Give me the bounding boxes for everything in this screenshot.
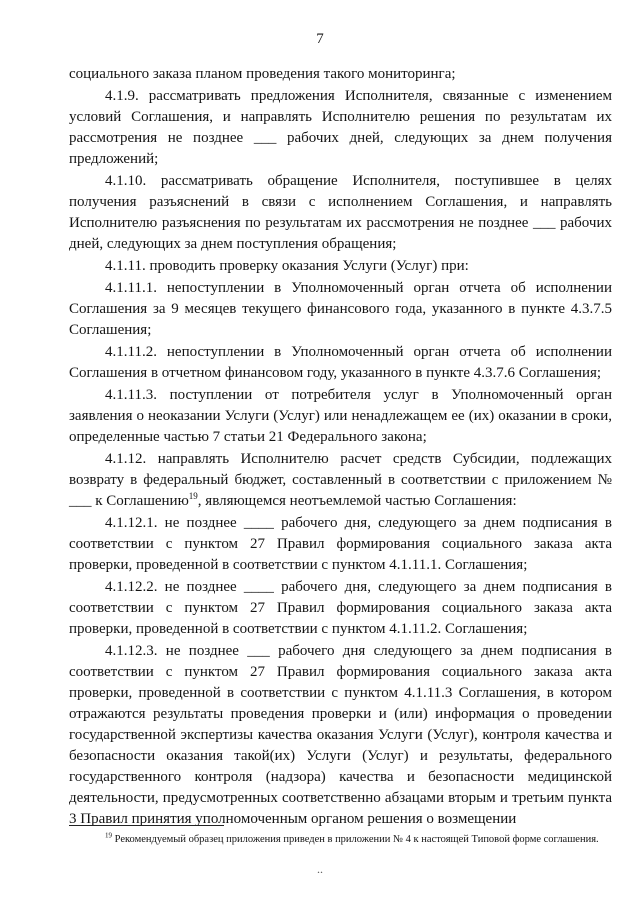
paragraph-4-1-10: 4.1.10. рассматривать обращение Исполнителя, поступившее в целях получения разъяснений в связи с исполнением Соглашения, и направлять Исполнителю разъяснения по результатам их рассмотрения не позднее ___ рабочих дней, следующих за днем поступления обращения; bbox=[69, 173, 612, 252]
paragraph-4-1-12-text: 4.1.12. направлять Исполнителю расчет средств Субсидии, подлежащих возврату в федеральный бюджет, составленный в соответствии с приложением № ___ к Соглашению bbox=[69, 451, 612, 509]
paragraph-4-1-12-text-end: , являющемся неотъемлемой частью Соглашения: bbox=[197, 493, 517, 509]
document-body bbox=[69, 64, 612, 830]
paragraph-4-1-9: 4.1.9. рассматривать предложения Исполнителя, связанные с изменением условий Соглашения, и направлять Исполнителю решения по результатам их рассмотрения не позднее ___ рабочих дней, следующих за днем получения предложений; bbox=[69, 88, 612, 167]
footnote-text: Рекомендуемый образец приложения приведен в приложении № 4 к настоящей Типовой форме соглашения. bbox=[112, 834, 599, 845]
paragraph-4-1-11: 4.1.11. проводить проверку оказания Услуги (Услуг) при: bbox=[105, 258, 469, 274]
paragraph-4-1-11-2: 4.1.11.2. непоступлении в Уполномоченный орган отчета об исполнении Соглашения в отчетном финансовом году, указанного в пункте 4.3.7.6 Соглашения; bbox=[69, 344, 612, 381]
paragraph-4-1-12-2: 4.1.12.2. не позднее ____ рабочего дня, следующего за днем подписания в соответствии с пунктом 27 Правил формирования социального заказа акта проверки, проведенной в соответствии с пунктом 4.1.11.2. Соглашения; bbox=[69, 579, 612, 637]
footnote-divider bbox=[69, 825, 224, 826]
paragraph-continuation: социального заказа планом проведения такого мониторинга; bbox=[69, 66, 456, 82]
paragraph-4-1-12-3: 4.1.12.3. не позднее ___ рабочего дня следующего за днем подписания в соответствии с пунктом 27 Правил формирования социального заказа акта проверки, проведенной в соответствии с пунктом 4.1.11.3 Соглашения, в котором отражаются результаты проведения проверки и (или) информация о проведении государственной экспертизы качества оказания Услуги (Услуг), контроля качества и безопасности оказания такой(их) Услуги (Услуг) и результаты, федерального государственного контроля (надзора) качества и безопасности медицинской деятельности, предусмотренных соответственно абзацами вторым и третьим пункта 3 Правил принятия уполномоченным органом решения о возмещении bbox=[69, 643, 612, 827]
paragraph-4-1-12-1: 4.1.12.1. не позднее ____ рабочего дня, следующего за днем подписания в соответствии с пунктом 27 Правил формирования социального заказа акта проверки, проведенной в соответствии с пунктом 4.1.11.1. Соглашения; bbox=[69, 515, 612, 573]
paragraph-4-1-11-1: 4.1.11.1. непоступлении в Уполномоченный орган отчета об исполнении Соглашения за 9 месяцев текущего финансового года, указанного в пункте 4.3.7.5 Соглашения; bbox=[69, 280, 612, 338]
paragraph-4-1-11-3: 4.1.11.3. поступлении от потребителя услуг в Уполномоченный орган заявления о неоказании Услуги (Услуг) или ненадлежащем ее (их) оказании в сроки, определенные частью 7 статьи 21 Федерального закона; bbox=[69, 387, 612, 445]
footnote bbox=[69, 833, 612, 847]
paragraph-4-1-12 bbox=[69, 449, 612, 512]
page-number: 7 bbox=[316, 31, 324, 47]
footnote-reference: 19 bbox=[188, 491, 198, 501]
bottom-mark: .. bbox=[317, 862, 323, 876]
footnote-marker: 19 bbox=[105, 831, 112, 840]
